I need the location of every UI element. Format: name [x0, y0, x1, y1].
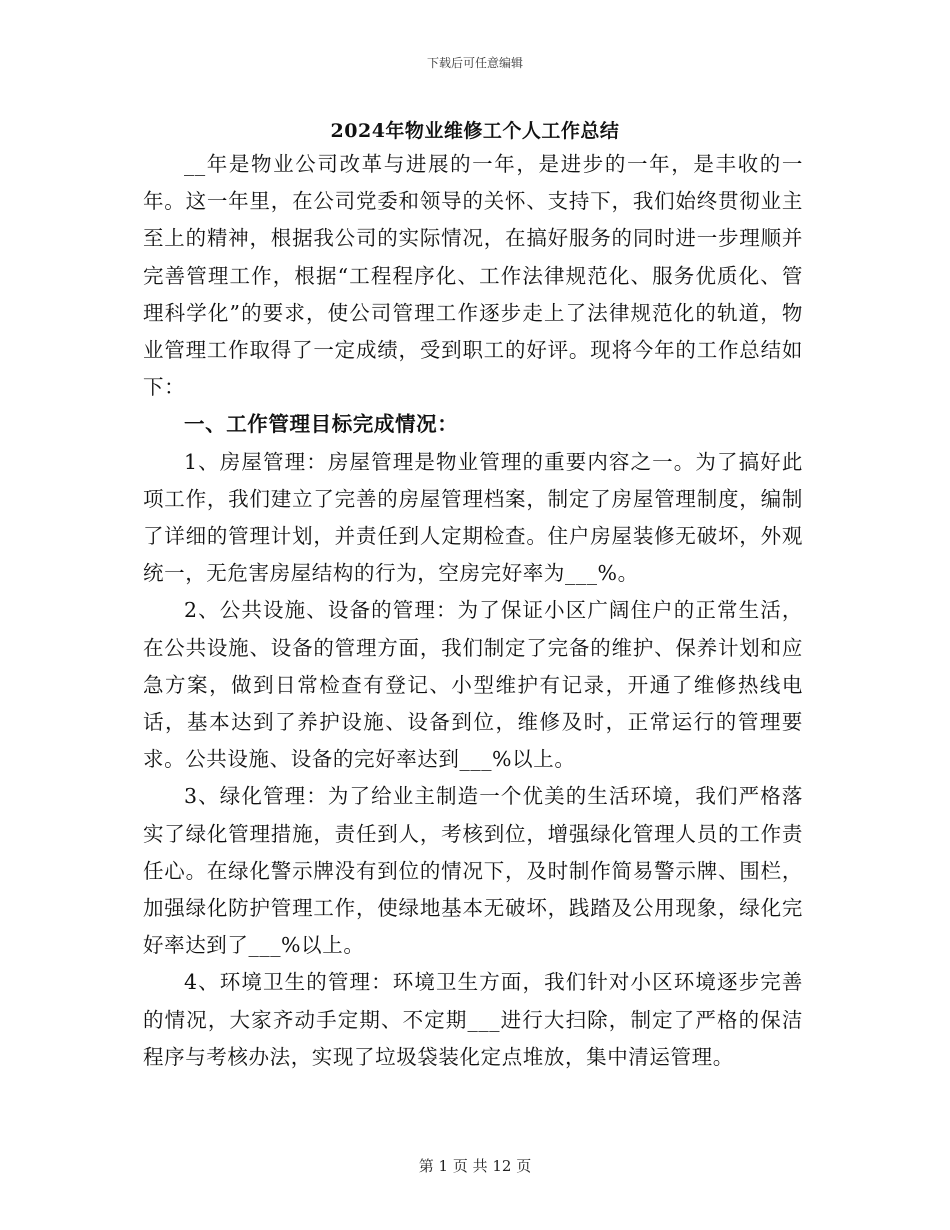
sanitation-management-paragraph: 4、环境卫生的管理：环境卫生方面，我们针对小区环境逐步完善的情况，大家齐动手定期、不定期___进行大扫除，制定了严格的保洁程序与考核办法，实现了垃圾袋装化定点堆放，集中清运管理。 — [143, 970, 803, 1069]
section-heading: 一、工作管理目标完成情况： — [184, 412, 459, 437]
greening-management-paragraph: 3、绿化管理：为了给业主制造一个优美的生活环境，我们严格落实了绿化管理措施，责任到人，考核到位，增强绿化管理人员的工作责任心。在绿化警示牌没有到位的情况下，及时制作简易警示牌、围栏，加强绿化防护管理工作，使绿地基本无破坏，践踏及公用现象，绿化完好率达到了___%以上。 — [143, 784, 803, 958]
document-title: 2024年物业维修工个人工作总结 — [330, 120, 620, 142]
page-number: 第 1 页 共 12 页 — [418, 1157, 532, 1175]
housing-management-paragraph: 1、房屋管理：房屋管理是物业管理的重要内容之一。为了搞好此项工作，我们建立了完善的房屋管理档案，制定了房屋管理制度，编制了详细的管理计划，并责任到人定期检查。住户房屋装修无破坏，外观统一，无危害房屋结构的行为，空房完好率为___%。 — [143, 449, 803, 586]
public-facilities-paragraph: 2、公共设施、设备的管理：为了保证小区广阔住户的正常生活，在公共设施、设备的管理方面，我们制定了完备的维护、保养计划和应急方案，做到日常检查有登记、小型维护有记录，开通了维修热线电话，基本达到了养护设施、设备到位，维修及时，正常运行的管理要求。公共设施、设备的完好率达到___%以上。 — [143, 598, 803, 772]
document-body — [143, 146, 803, 1076]
header-note: 下载后可任意编辑 — [426, 56, 523, 70]
intro-paragraph: __年是物业公司改革与进展的一年，是进步的一年，是丰收的一年。这一年里，在公司党委和领导的关怀、支持下，我们始终贯彻业主至上的精神，根据我公司的实际情况，在搞好服务的同时进一步理顺并完善管理工作，根据“工程程序化、工作法律规范化、服务优质化、管理科学化”的要求，使公司管理工作逐步走上了法律规范化的轨道，物业管理工作取得了一定成绩，受到职工的好评。现将今年的工作总结如下： — [143, 152, 803, 400]
